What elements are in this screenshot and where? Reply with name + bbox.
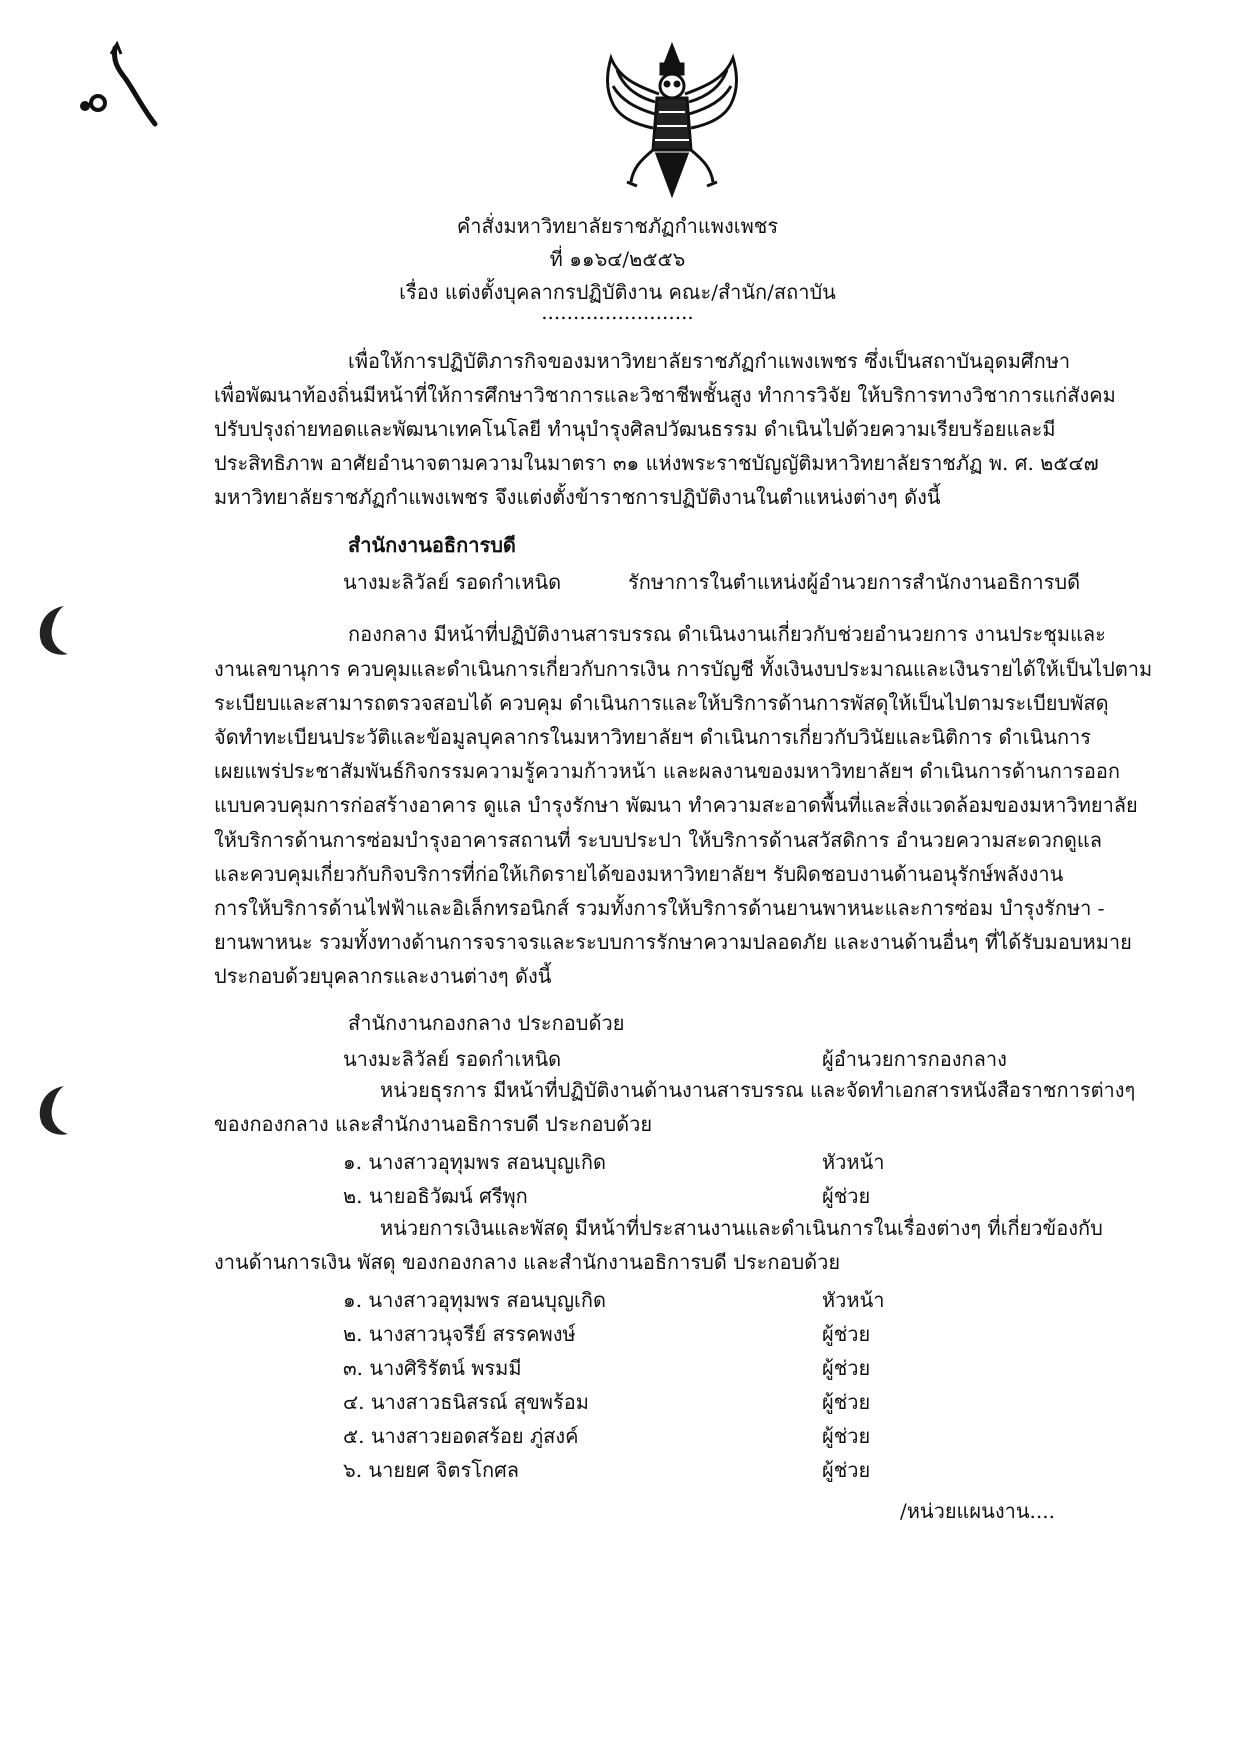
handwritten-page-mark: [55, 40, 175, 150]
central-office-person: นางมะลิวัลย์ รอดกำเหนิด: [343, 1047, 562, 1071]
member-role: ผู้ช่วย: [822, 1390, 871, 1414]
admin-unit-line: ของกองกลาง และสำนักงานอธิการบดี ประกอบด้วย: [214, 1112, 653, 1136]
president-office-heading: สำนักงานอธิการบดี: [348, 533, 516, 557]
intro-line: ประสิทธิภาพ อาศัยอำนาจตามความในมาตรา ๓๑ แห่งพระราชบัญญัติมหาวิทยาลัยราชภัฏ พ. ศ. ๒๕๔๗: [214, 451, 1099, 475]
central-division-line: แบบควบคุมการก่อสร้างอาคาร ดูแล บำรุงรักษา พัฒนา ทำความสะอาดพื้นที่และสิ่งแวดล้อมของมหาวิทยาลัย: [214, 793, 1138, 817]
member-role: ผู้ช่วย: [822, 1184, 871, 1208]
central-division-line: งานเลขานุการ ควบคุมและดำเนินการเกี่ยวกับการเงิน การบัญชี ทั้งเงินงบประมาณและเงินรายได้ให้เป็นไปตาม: [214, 657, 1153, 681]
intro-line: ปรับปรุงถ่ายทอดและพัฒนาเทคโนโลยี ทำนุบำรุงศิลปวัฒนธรรม ดำเนินไปด้วยความเรียบร้อยและมี: [214, 417, 1056, 441]
member-role: หัวหน้า: [822, 1150, 885, 1174]
garuda-emblem: [597, 42, 747, 200]
member-name: ๖. นายยศ จิตรโกศล: [343, 1458, 520, 1482]
member-name: ๕. นางสาวยอดสร้อย ภู่สงค์: [343, 1424, 579, 1448]
order-subject: เรื่อง แต่งตั้งบุคลากรปฏิบัติงาน คณะ/สำนัก/สถาบัน: [399, 280, 836, 304]
continuation-note: /หน่วยแผนงาน....: [900, 1499, 1055, 1523]
order-title: คำสั่งมหาวิทยาลัยราชภัฏกำแพงเพชร: [456, 214, 779, 238]
central-division-line: ประกอบด้วยบุคลากรและงานต่างๆ ดังนี้: [214, 964, 552, 988]
central-division-line: และควบคุมเกี่ยวกับกิจบริการที่ก่อให้เกิดรายได้ของมหาวิทยาลัยฯ รับผิดชอบงานด้านอนุรักษ์พลังงาน: [214, 862, 1064, 886]
member-role: ผู้ช่วย: [822, 1322, 871, 1346]
member-name: ๔. นางสาวธนิสรณ์ สุขพร้อม: [343, 1390, 589, 1414]
member-role: ผู้ช่วย: [822, 1458, 871, 1482]
central-office-heading: สำนักงานกองกลาง ประกอบด้วย: [348, 1011, 625, 1035]
finance-unit-line: หน่วยการเงินและพัสดุ มีหน้าที่ประสานงานและดำเนินการในเรื่องต่างๆ ที่เกี่ยวข้องกับ: [380, 1216, 1103, 1240]
central-division-line: เผยแพร่ประชาสัมพันธ์กิจกรรมความรู้ความก้าวหน้า และผลงานของมหาวิทยาลัยฯ ดำเนินการด้านการออก: [214, 759, 1121, 783]
central-division-line: จัดทำทะเบียนประวัติและข้อมูลบุคลากรในมหาวิทยาลัยฯ ดำเนินการเกี่ยวกับวินัยและนิติการ ดำเนินการ: [214, 725, 1092, 749]
member-name: ๒. นางสาวนุจรีย์ สรรคพงษ์: [343, 1322, 576, 1346]
central-office-role: ผู้อำนวยการกองกลาง: [822, 1047, 1007, 1071]
intro-line: มหาวิทยาลัยราชภัฏกำแพงเพชร จึงแต่งตั้งข้าราชการปฏิบัติงานในตำแหน่งต่างๆ ดังนี้: [214, 485, 941, 509]
punch-hole-mark: [28, 600, 74, 660]
intro-line: เพื่อพัฒนาท้องถิ่นมีหน้าที่ให้การศึกษาวิชาการและวิชาชีพชั้นสูง ทำการวิจัย ให้บริการทางวิชาการแก่สังคม: [214, 383, 1116, 407]
member-name: ๑. นางสาวอุทุมพร สอนบุญเกิด: [343, 1150, 606, 1174]
central-division-line: ระเบียบและสามารถตรวจสอบได้ ควบคุม ดำเนินการและให้บริการด้านการพัสดุให้เป็นไปตามระเบียบพัสดุ: [214, 691, 1109, 715]
admin-unit-line: หน่วยธุรการ มีหน้าที่ปฏิบัติงานด้านงานสารบรรณ และจัดทำเอกสารหนังสือราชการต่างๆ: [380, 1078, 1136, 1102]
member-role: ผู้ช่วย: [822, 1424, 871, 1448]
member-role: ผู้ช่วย: [822, 1356, 871, 1380]
central-division-line: ยานพาหนะ รวมทั้งทางด้านการจราจรและระบบการรักษาความปลอดภัย และงานด้านอื่นๆ ที่ได้รับมอบหมาย: [214, 930, 1132, 954]
member-name: ๓. นางศิริรัตน์ พรมมี: [343, 1356, 522, 1380]
president-office-role: รักษาการในตำแหน่งผู้อำนวยการสำนักงานอธิการบดี: [628, 570, 1081, 594]
member-role: หัวหน้า: [822, 1288, 885, 1312]
central-division-line: ให้บริการด้านการซ่อมบำรุงอาคารสถานที่ ระบบประปา ให้บริการด้านสวัสดิการ อำนวยความสะดวกดูแล: [214, 828, 1103, 852]
finance-unit-line: งานด้านการเงิน พัสดุ ของกองกลาง และสำนักงานอธิการบดี ประกอบด้วย: [214, 1250, 841, 1274]
central-division-line: กองกลาง มีหน้าที่ปฏิบัติงานสารบรรณ ดำเนินงานเกี่ยวกับช่วยอำนวยการ งานประชุมและ: [348, 622, 1106, 646]
intro-line: เพื่อให้การปฏิบัติภารกิจของมหาวิทยาลัยราชภัฏกำแพงเพชร ซึ่งเป็นสถาบันอุดมศึกษา: [348, 349, 1071, 373]
member-name: ๑. นางสาวอุทุมพร สอนบุญเกิด: [343, 1288, 606, 1312]
header-separator: ........................: [541, 300, 694, 324]
president-office-person: นางมะลิวัลย์ รอดกำเหนิด: [343, 570, 562, 594]
central-division-line: การให้บริการด้านไฟฟ้าและอิเล็กทรอนิกส์ รวมทั้งการให้บริการด้านยานพาหนะและการซ่อม บำรุงรักษา -: [214, 896, 1105, 920]
member-name: ๒. นายอธิวัฒน์ ศรีพุก: [343, 1184, 528, 1208]
punch-hole-mark: [28, 1080, 74, 1140]
order-number: ที่ ๑๑๖๔/๒๕๕๖: [549, 247, 686, 271]
